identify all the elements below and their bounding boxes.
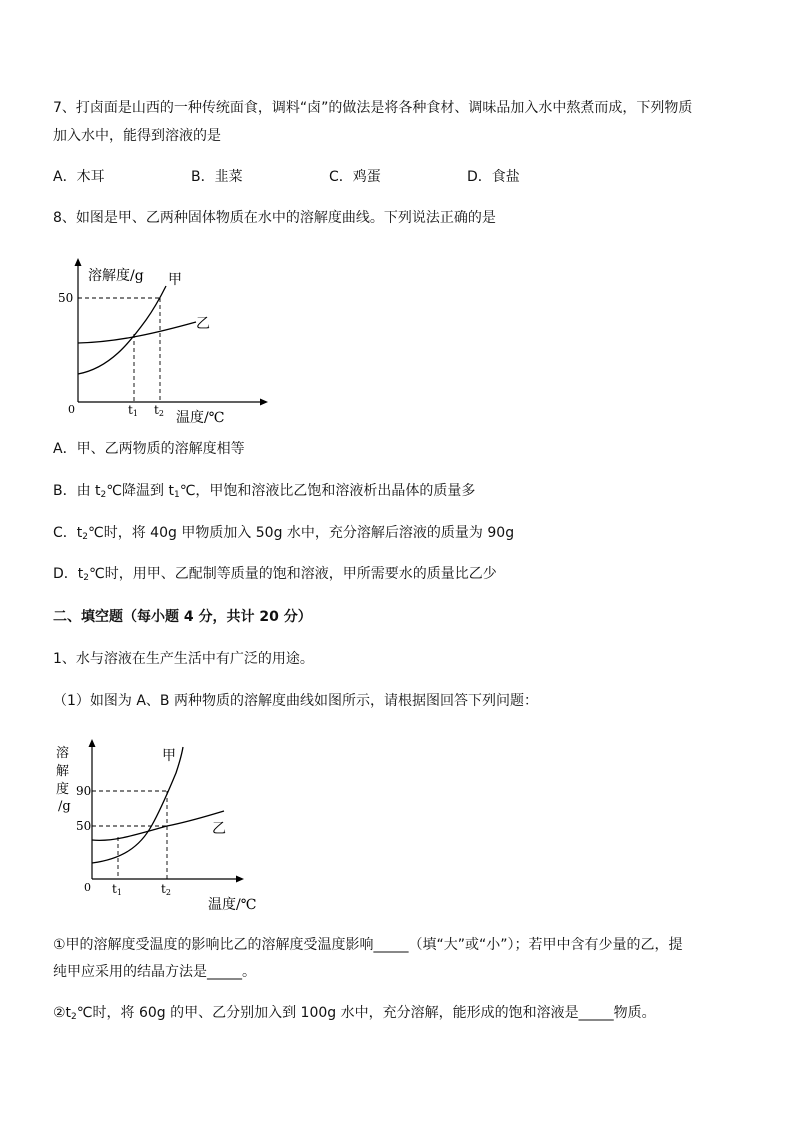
chart2-xlabel: 温度/℃ [208, 897, 257, 913]
q1-item2 [53, 1003, 656, 1027]
chart2-curve-jia [92, 747, 183, 863]
q7-option-d[interactable]: D．食盐 [467, 169, 520, 185]
chart1-origin: 0 [68, 403, 75, 416]
chart1-xtick-t1: t1 [128, 403, 138, 418]
chart1-xtick-t2: t2 [154, 403, 164, 418]
q1-stem: 1、水与溶液在生产生活中有广泛的用途。 [53, 651, 314, 667]
chart2-label-jia: 甲 [162, 748, 176, 764]
section2-title: 二、填空题（每小题 4 分，共计 20 分） [53, 609, 312, 625]
q8-stem: 8、如图是甲、乙两种固体物质在水中的溶解度曲线。下列说法正确的是 [53, 210, 496, 226]
q8-option-b[interactable] [53, 481, 475, 505]
q8-option-b-text1: B．由 t [53, 483, 101, 499]
q8-option-c[interactable] [53, 523, 514, 547]
q1-item2-text1: ②t [53, 1005, 72, 1021]
chart2-xtick-t2: t2 [161, 882, 171, 897]
chart2-ytick-50: 50 [76, 819, 92, 833]
q8-option-c-text1: C．t [53, 525, 83, 541]
chart2-ytick-90: 90 [76, 784, 92, 798]
q7-option-c[interactable]: C．鸡蛋 [329, 169, 381, 185]
q1-item2-sub1: 2 [71, 1012, 77, 1022]
q7-option-b[interactable]: B．韭菜 [191, 169, 243, 185]
chart1-ytick-50: 50 [58, 291, 74, 305]
chart2-x-arrow [236, 876, 244, 883]
q1-solubility-chart [52, 735, 272, 915]
chart2-label-yi: 乙 [212, 821, 226, 837]
chart1-label-jia: 甲 [168, 272, 182, 288]
q8-option-c-sub1: 2 [82, 532, 88, 542]
q8-solubility-chart [50, 250, 290, 425]
chart2-ylabel-1: 溶 [56, 746, 70, 761]
q1-item1-line2: 纯甲应采用的结晶方法是_____。 [53, 964, 256, 980]
chart1-xlabel: 温度/℃ [176, 410, 225, 425]
chart2-ylabel-4: /g [58, 799, 71, 814]
q7-line2: 加入水中，能得到溶液的是 [53, 128, 221, 144]
chart1-label-yi: 乙 [196, 316, 210, 332]
q1-sub1: （1）如图为 A、B 两种物质的溶解度曲线如图所示，请根据图回答下列问题： [53, 693, 538, 709]
q1-item1-line1: ①甲的溶解度受温度的影响比乙的溶解度受温度影响_____（填“大”或“小”）；若甲中含有少量的乙，提 [53, 937, 683, 953]
q1-item2-text2: ℃时，将 60g 的甲、乙分别加入到 100g 水中，充分溶解，能形成的饱和溶液是_____物质。 [76, 1005, 656, 1021]
q8-option-a[interactable]: A．甲、乙两物质的溶解度相等 [53, 441, 245, 457]
chart2-origin: 0 [84, 881, 91, 894]
q8-option-b-sub2: 1 [173, 490, 180, 500]
q7-line1: 7、打卤面是山西的一种传统面食，调料“卤”的做法是将各种食材、调味品加入水中熬煮而成，下列物质 [53, 100, 693, 116]
chart1-ylabel: 溶解度/g [88, 268, 144, 284]
q8-option-d-sub1: 2 [83, 573, 90, 583]
q8-option-b-text2: ℃降温到 t [106, 483, 174, 499]
q8-option-c-text2: ℃时，将 40g 甲物质加入 50g 水中，充分溶解后溶液的质量为 90g [88, 525, 515, 541]
q8-option-b-text3: ℃，甲饱和溶液比乙饱和溶液析出晶体的质量多 [179, 483, 476, 499]
q8-option-b-sub1: 2 [100, 490, 107, 500]
chart2-ylabel-3: 度 [56, 782, 70, 797]
q8-option-d-text2: ℃时，用甲、乙配制等质量的饱和溶液，甲所需要水的质量比乙少 [89, 566, 497, 582]
q7-option-a[interactable]: A．木耳 [53, 169, 105, 185]
q8-option-d[interactable] [53, 564, 497, 588]
chart2-xtick-t1: t1 [112, 882, 122, 897]
chart1-curve-jia [78, 286, 166, 374]
q8-option-d-text1: D．t [53, 566, 84, 582]
chart1-y-arrow [75, 258, 82, 266]
chart1-x-arrow [260, 399, 268, 406]
chart2-ylabel-2: 解 [56, 764, 70, 779]
chart2-y-arrow [89, 739, 96, 747]
